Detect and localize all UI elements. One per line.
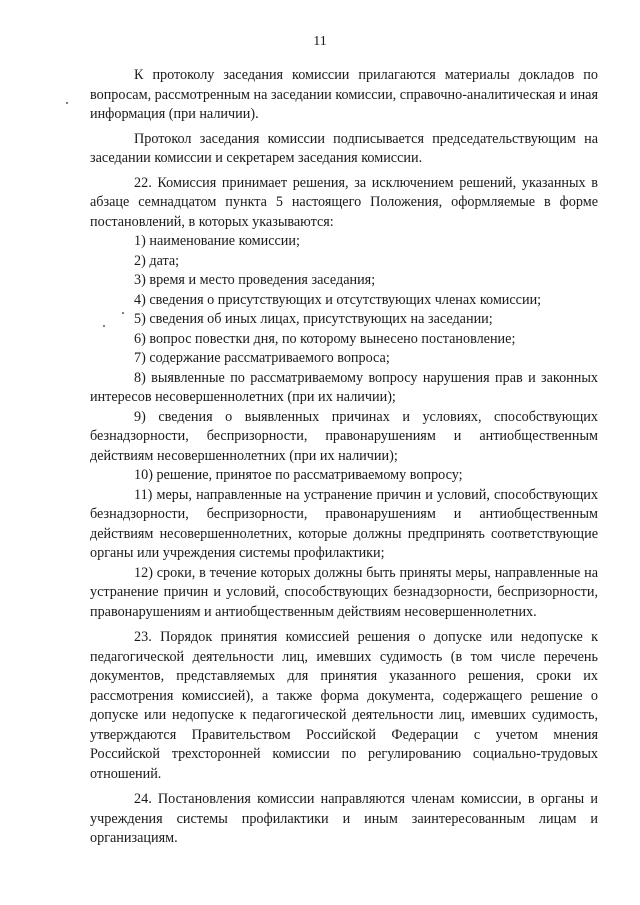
page-number: 11 [313,34,327,49]
list-item: 8) выявленные по рассматриваемому вопросу нарушения прав и законных интересов несовершеннолетних (при их наличии); [90,369,598,405]
list-item: 2) дата; [134,252,180,269]
paragraph-23: 23. Порядок принятия комиссией решения о допуске или недопуске к педагогической деятельности лиц, имевших судимость (в том числе перечень документов, представляемых для принятия указанного решения, сроки их рассмотрения комиссией), а также форма документа, содержащего решение о допуске или недопуске к педагогической деятельности лиц, имевших судимость, утверждаются Правительством Российской Федерации с учетом мнения Российской трехсторонней комиссии по регулированию социально-трудовых отношений. [90,629,598,782]
list-item: 10) решение, принятое по рассматриваемому вопросу; [134,467,463,483]
list-item: 7) содержание рассматриваемого вопроса; [134,350,390,366]
list-item: 12) сроки, в течение которых должны быть приняты меры, направленные на устранение причин и условий, способствующих безнадзорности, беспризорности, правонарушениям и антиобщественным действиям несовершеннолетних. [90,564,598,620]
document-body [90,66,598,849]
list-item: 5) сведения об иных лицах, присутствующих на заседании; [134,311,493,327]
decision-contents-list [90,232,598,622]
list-item: 11) меры, направленные на устранение причин и условий, способствующих безнадзорности, беспризорности, правонарушениям и антиобщественным действиям несовершеннолетних, которые должны предпринять соответствующие органы или учреждения системы профилактики; [90,486,598,561]
list-item: 3) время и место проведения заседания; [134,272,376,288]
scan-speck [66,102,68,104]
list-item: 4) сведения о присутствующих и отсутствующих членах комиссии; [134,291,542,308]
paragraph-signature: Протокол заседания комиссии подписывается председательствующим на заседании комиссии и секретарем заседания комиссии. [90,130,598,166]
list-item: 9) сведения о выявленных причинах и условиях, способствующих безнадзорности, беспризорности, правонарушениям и антиобщественным действиям несовершеннолетних (при их наличии); [90,408,598,464]
paragraph-22: 22. Комиссия принимает решения, за исключением решений, указанных в абзаце семнадцатом пункта 5 настоящего Положения, оформляемые в форме постановлений, в которых указываются: [90,174,598,230]
paragraph-attachments: К протоколу заседания комиссии прилагаются материалы докладов по вопросам, рассмотренным на заседании комиссии, справочно-аналитическая и иная информация (при наличии). [90,67,598,122]
list-item: 6) вопрос повестки дня, по которому вынесено постановление; [134,330,516,347]
list-item: 1) наименование комиссии; [134,233,300,249]
paragraph-24: 24. Постановления комиссии направляются членам комиссии, в органы и учреждения системы профилактики и иным заинтересованным лицам и организациям. [90,791,598,846]
